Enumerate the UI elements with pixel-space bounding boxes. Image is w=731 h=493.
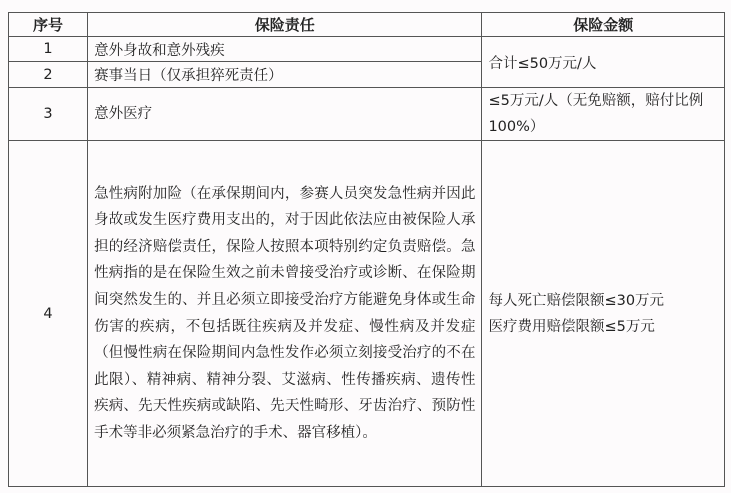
row-number: 1 bbox=[9, 37, 88, 62]
row-number: 4 bbox=[9, 141, 88, 487]
row-amount bbox=[482, 141, 725, 487]
row-amount: 合计≤50万元/人 bbox=[482, 37, 725, 88]
header-amount: 保险金额 bbox=[482, 13, 725, 37]
row-amount: ≤5万元/人（无免赔额，赔付比例100%） bbox=[482, 88, 725, 141]
table-header-row bbox=[9, 13, 725, 37]
amount-line: 每人死亡赔偿限额≤30万元 bbox=[488, 292, 665, 309]
row-coverage: 意外医疗 bbox=[88, 88, 482, 141]
header-number: 序号 bbox=[9, 13, 88, 37]
table-row bbox=[9, 88, 725, 141]
insurance-table bbox=[8, 12, 725, 487]
row-number: 3 bbox=[9, 88, 88, 141]
row-coverage: 意外身故和意外残疾 bbox=[88, 37, 482, 62]
row-number: 2 bbox=[9, 62, 88, 88]
amount-line: 医疗费用赔偿限额≤5万元 bbox=[488, 318, 655, 335]
table-row bbox=[9, 37, 725, 62]
row-coverage: 急性病附加险（在承保期间内，参赛人员突发急性病并因此身故或发生医疗费用支出的，对于因此依法应由被保险人承担的经济赔偿责任，保险人按照本项特别约定负责赔偿。急性病指的是在保险生效之前未曾接受治疗或诊断、在保险期间突然发生的、并且必须立即接受治疗方能避免身体或生命伤害的疾病，不包括既往疾病及并发症、慢性病及并发症（但慢性病在保险期间内急性发作必须立刻接受治疗的不在此限）、精神病、精神分裂、艾滋病、性传播疾病、遗传性疾病、先天性疾病或缺陷、先天性畸形、牙齿治疗、预防性手术等非必须紧急治疗的手术、器官移植）。 bbox=[88, 141, 482, 487]
table-row bbox=[9, 141, 725, 487]
header-coverage: 保险责任 bbox=[88, 13, 482, 37]
row-coverage: 赛事当日（仅承担猝死责任） bbox=[88, 62, 482, 88]
